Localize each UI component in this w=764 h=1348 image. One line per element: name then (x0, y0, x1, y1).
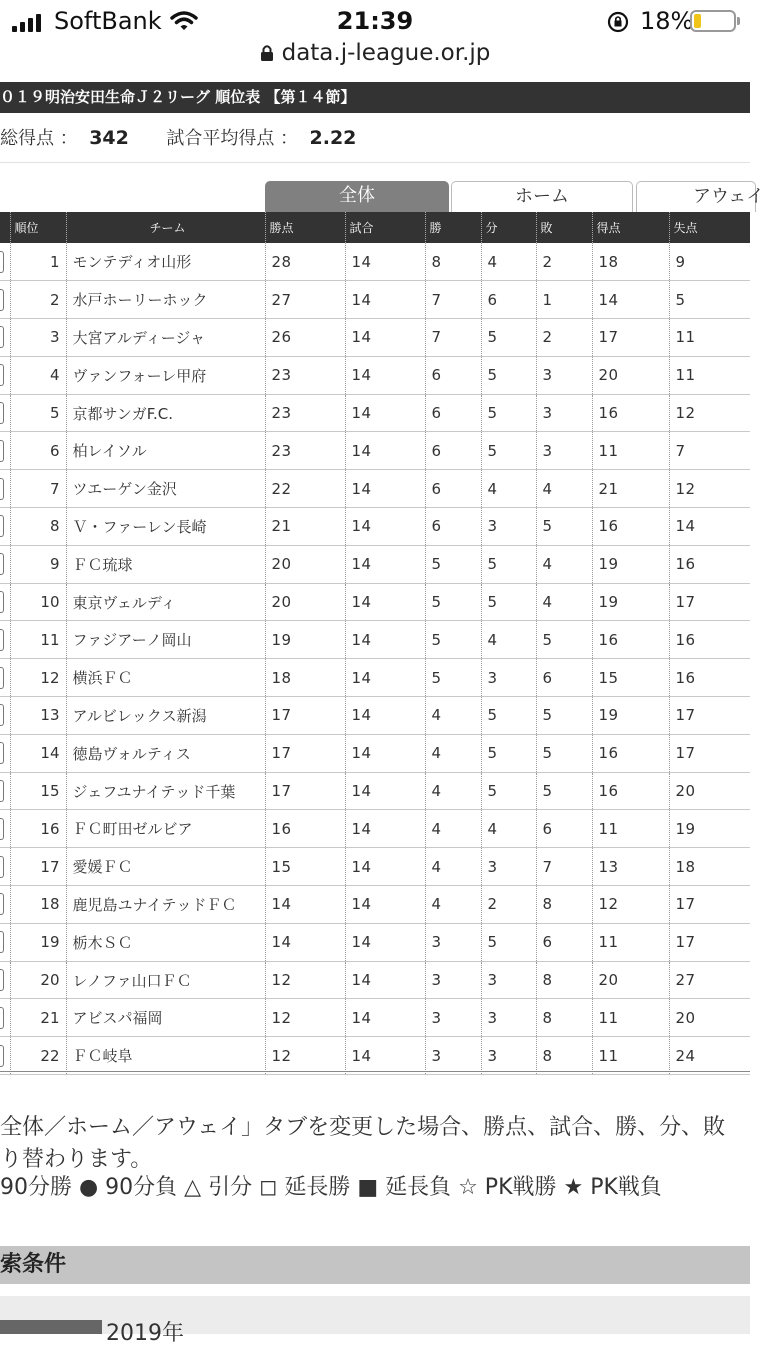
search-condition-value: 2019年 (106, 1321, 184, 1346)
cell-losses: 2 (536, 319, 592, 357)
cell-rank: 20 (10, 961, 66, 999)
cell-rank: 15 (10, 772, 66, 810)
cell-played: 14 (345, 734, 425, 772)
url-bar[interactable] (0, 40, 750, 74)
table-row[interactable] (0, 734, 750, 772)
table-row[interactable] (0, 394, 750, 432)
carrier-name: SoftBank (54, 7, 162, 35)
standings-table (0, 212, 750, 1075)
cell-losses: 2 (536, 243, 592, 281)
cell-wins: 4 (425, 810, 481, 848)
cell-wins: 3 (425, 1037, 481, 1075)
cell-goals-for: 16 (592, 734, 669, 772)
cell-played: 14 (345, 999, 425, 1037)
cell-rank: 19 (10, 923, 66, 961)
cell-points: 27 (265, 281, 345, 319)
cell-wins: 4 (425, 886, 481, 924)
total-goals-label: 総得点 ： (0, 128, 78, 149)
cell-losses: 8 (536, 999, 592, 1037)
cell-rank: 16 (10, 810, 66, 848)
row-marker (0, 326, 4, 348)
header-rank: 順位 (10, 212, 66, 243)
cell-rank: 14 (10, 734, 66, 772)
cell-points: 23 (265, 394, 345, 432)
cell-team[interactable]: 栃木ＳＣ (66, 923, 265, 961)
cell-goals-for: 12 (592, 886, 669, 924)
cell-wins: 7 (425, 319, 481, 357)
cell-wins: 5 (425, 545, 481, 583)
row-marker (0, 440, 4, 462)
table-row[interactable] (0, 697, 750, 735)
cell-goals-against: 9 (669, 243, 750, 281)
cell-wins: 4 (425, 734, 481, 772)
cell-team[interactable]: レノファ山口ＦＣ (66, 961, 265, 999)
cell-rank: 6 (10, 432, 66, 470)
cell-points: 18 (265, 659, 345, 697)
cell-goals-for: 19 (592, 545, 669, 583)
cell-rank: 12 (10, 659, 66, 697)
header-losses: 敗 (536, 212, 592, 243)
cell-goals-for: 16 (592, 772, 669, 810)
table-row[interactable] (0, 621, 750, 659)
cell-draws: 3 (481, 848, 536, 886)
cell-team[interactable]: ジェフユナイテッド千葉 (66, 772, 265, 810)
cell-goals-against: 5 (669, 281, 750, 319)
cell-goals-against: 12 (669, 470, 750, 508)
cell-wins: 3 (425, 923, 481, 961)
row-marker (0, 704, 4, 726)
cell-points: 23 (265, 432, 345, 470)
cell-team[interactable]: ＦＣ町田ゼルビア (66, 810, 265, 848)
cell-draws: 5 (481, 319, 536, 357)
tab-note-line1: 全体／ホーム／アウェイ」タブを変更した場合、勝点、試合、勝、分、敗 (0, 1115, 726, 1140)
cell-wins: 3 (425, 961, 481, 999)
cell-goals-for: 11 (592, 923, 669, 961)
cell-goals-against: 19 (669, 810, 750, 848)
cell-played: 14 (345, 961, 425, 999)
table-bottom-border (0, 1071, 750, 1072)
header-played: 試合 (345, 212, 425, 243)
cell-goals-for: 11 (592, 999, 669, 1037)
row-marker (0, 818, 4, 840)
cell-rank: 9 (10, 545, 66, 583)
cell-played: 14 (345, 848, 425, 886)
cell-goals-for: 21 (592, 470, 669, 508)
cell-team[interactable]: ＦＣ琉球 (66, 545, 265, 583)
cell-played: 14 (345, 432, 425, 470)
search-condition-label (0, 1320, 102, 1334)
cell-draws: 5 (481, 545, 536, 583)
cell-points: 14 (265, 886, 345, 924)
cell-losses: 5 (536, 621, 592, 659)
cell-draws: 5 (481, 432, 536, 470)
row-marker (0, 402, 4, 424)
cell-goals-for: 16 (592, 508, 669, 546)
row-marker (0, 893, 4, 915)
table-row[interactable] (0, 470, 750, 508)
cell-played: 14 (345, 886, 425, 924)
cell-losses: 6 (536, 810, 592, 848)
cell-draws: 4 (481, 621, 536, 659)
cell-goals-against: 17 (669, 886, 750, 924)
page-title: ０１９明治安田生命Ｊ２リーグ 順位表 【第１４節】 (0, 82, 750, 113)
cell-losses: 6 (536, 659, 592, 697)
cell-wins: 4 (425, 772, 481, 810)
cell-losses: 4 (536, 545, 592, 583)
cell-wins: 6 (425, 356, 481, 394)
cell-rank: 5 (10, 394, 66, 432)
cell-draws: 5 (481, 772, 536, 810)
cell-team[interactable]: 水戸ホーリーホック (66, 281, 265, 319)
cell-rank: 17 (10, 848, 66, 886)
cell-rank: 18 (10, 886, 66, 924)
table-row[interactable] (0, 1037, 750, 1075)
cell-played: 14 (345, 583, 425, 621)
cell-wins: 4 (425, 848, 481, 886)
cell-goals-against: 17 (669, 583, 750, 621)
header-draws: 分 (481, 212, 536, 243)
cell-team[interactable]: 京都サンガF.C. (66, 394, 265, 432)
cell-goals-against: 20 (669, 999, 750, 1037)
cell-team[interactable]: 東京ヴェルディ (66, 583, 265, 621)
cell-goals-for: 16 (592, 621, 669, 659)
cell-goals-for: 17 (592, 319, 669, 357)
cell-wins: 3 (425, 999, 481, 1037)
header-wins: 勝 (425, 212, 481, 243)
cell-draws: 3 (481, 999, 536, 1037)
cell-points: 15 (265, 848, 345, 886)
cell-goals-for: 19 (592, 697, 669, 735)
table-row[interactable] (0, 243, 750, 281)
cell-team[interactable]: 徳島ヴォルティス (66, 734, 265, 772)
cell-rank: 3 (10, 319, 66, 357)
row-marker (0, 478, 4, 500)
cell-draws: 5 (481, 697, 536, 735)
row-marker (0, 742, 4, 764)
status-bar (0, 0, 750, 44)
cell-team[interactable]: ＦＣ岐阜 (66, 1037, 265, 1075)
table-row[interactable] (0, 432, 750, 470)
cell-goals-against: 17 (669, 923, 750, 961)
cell-wins: 6 (425, 394, 481, 432)
cell-rank: 4 (10, 356, 66, 394)
cell-played: 14 (345, 545, 425, 583)
cell-losses: 7 (536, 848, 592, 886)
cell-wins: 6 (425, 470, 481, 508)
cell-rank: 2 (10, 281, 66, 319)
table-row[interactable] (0, 319, 750, 357)
cell-draws: 5 (481, 583, 536, 621)
cell-goals-against: 17 (669, 697, 750, 735)
cell-draws: 5 (481, 923, 536, 961)
cell-losses: 6 (536, 923, 592, 961)
cell-rank: 13 (10, 697, 66, 735)
header-points: 勝点 (265, 212, 345, 243)
cell-points: 19 (265, 621, 345, 659)
cell-goals-against: 7 (669, 432, 750, 470)
table-row[interactable] (0, 545, 750, 583)
cell-wins: 4 (425, 697, 481, 735)
cell-draws: 3 (481, 659, 536, 697)
cell-points: 14 (265, 923, 345, 961)
cell-wins: 7 (425, 281, 481, 319)
table-row[interactable] (0, 356, 750, 394)
table-row[interactable] (0, 810, 750, 848)
total-goals-value: 342 (89, 127, 129, 149)
row-marker (0, 1045, 4, 1067)
cell-draws: 3 (481, 961, 536, 999)
divider (0, 162, 750, 163)
cell-losses: 4 (536, 583, 592, 621)
cell-team[interactable]: 大宮アルディージャ (66, 319, 265, 357)
cell-played: 14 (345, 697, 425, 735)
cell-played: 14 (345, 659, 425, 697)
cell-team[interactable]: モンテディオ山形 (66, 243, 265, 281)
cell-goals-for: 14 (592, 281, 669, 319)
table-row[interactable] (0, 848, 750, 886)
table-row[interactable] (0, 508, 750, 546)
cell-goals-against: 14 (669, 508, 750, 546)
cell-rank: 11 (10, 621, 66, 659)
row-marker (0, 667, 4, 689)
header-goals-against: 失点 (669, 212, 750, 243)
cell-goals-for: 15 (592, 659, 669, 697)
cell-played: 14 (345, 243, 425, 281)
cell-losses: 3 (536, 356, 592, 394)
tab-home[interactable]: ホーム (451, 181, 633, 212)
cell-rank: 22 (10, 1037, 66, 1075)
cell-losses: 5 (536, 772, 592, 810)
cell-draws: 2 (481, 886, 536, 924)
cell-rank: 21 (10, 999, 66, 1037)
cell-rank: 1 (10, 243, 66, 281)
cell-wins: 5 (425, 659, 481, 697)
cell-draws: 5 (481, 734, 536, 772)
url-text: data.j-league.or.jp (281, 40, 491, 66)
row-marker (0, 969, 4, 991)
cell-goals-for: 11 (592, 810, 669, 848)
cell-goals-against: 24 (669, 1037, 750, 1075)
cell-draws: 6 (481, 281, 536, 319)
cell-points: 20 (265, 545, 345, 583)
search-conditions-header: 索条件 (0, 1246, 750, 1284)
cell-goals-against: 18 (669, 848, 750, 886)
row-marker (0, 289, 4, 311)
cell-points: 17 (265, 772, 345, 810)
cell-goals-for: 11 (592, 1037, 669, 1075)
cell-team[interactable]: アビスパ福岡 (66, 999, 265, 1037)
cell-points: 12 (265, 961, 345, 999)
cell-goals-against: 16 (669, 621, 750, 659)
tab-away[interactable]: アウェイ (636, 181, 756, 212)
cell-team[interactable]: Ｖ・ファーレン長崎 (66, 508, 265, 546)
cell-team[interactable]: ヴァンフォーレ甲府 (66, 356, 265, 394)
tab-overall[interactable]: 全体 (265, 181, 449, 212)
cell-goals-against: 11 (669, 356, 750, 394)
row-marker (0, 364, 4, 386)
cell-wins: 5 (425, 621, 481, 659)
cell-goals-against: 17 (669, 734, 750, 772)
result-legend: 90分勝 ● 90分負 △ 引分 ◻ 延長勝 ■ 延長負 ☆ PK戦勝 ★ PK戦負 (0, 1175, 662, 1200)
row-marker (0, 780, 4, 802)
cell-played: 14 (345, 772, 425, 810)
cell-draws: 4 (481, 243, 536, 281)
cell-played: 14 (345, 281, 425, 319)
cell-goals-for: 20 (592, 356, 669, 394)
table-row[interactable] (0, 659, 750, 697)
cell-losses: 5 (536, 697, 592, 735)
cell-draws: 3 (481, 1037, 536, 1075)
cell-draws: 4 (481, 470, 536, 508)
cell-losses: 8 (536, 961, 592, 999)
goal-stats (0, 124, 356, 154)
cell-goals-against: 16 (669, 545, 750, 583)
row-marker (0, 251, 4, 273)
cell-draws: 4 (481, 810, 536, 848)
cell-played: 14 (345, 1037, 425, 1075)
cell-team[interactable]: アルビレックス新潟 (66, 697, 265, 735)
row-marker (0, 515, 4, 537)
cell-losses: 3 (536, 432, 592, 470)
cell-goals-for: 11 (592, 432, 669, 470)
cell-draws: 5 (481, 356, 536, 394)
rotation-lock-icon (606, 10, 630, 38)
padlock-icon (260, 42, 274, 68)
cell-losses: 1 (536, 281, 592, 319)
cell-goals-for: 20 (592, 961, 669, 999)
row-marker (0, 591, 4, 613)
cell-goals-against: 11 (669, 319, 750, 357)
cell-wins: 8 (425, 243, 481, 281)
cell-losses: 3 (536, 394, 592, 432)
cell-points: 20 (265, 583, 345, 621)
cell-goals-against: 20 (669, 772, 750, 810)
cell-losses: 5 (536, 734, 592, 772)
avg-goals-label: 試合平均得点 ： (166, 128, 299, 149)
cell-draws: 3 (481, 508, 536, 546)
cell-team[interactable]: ファジアーノ岡山 (66, 621, 265, 659)
row-marker (0, 1007, 4, 1029)
cell-played: 14 (345, 621, 425, 659)
cell-played: 14 (345, 923, 425, 961)
cell-points: 26 (265, 319, 345, 357)
table-row[interactable] (0, 583, 750, 621)
cell-team[interactable]: 横浜ＦＣ (66, 659, 265, 697)
row-marker (0, 856, 4, 878)
cell-losses: 8 (536, 1037, 592, 1075)
cell-rank: 7 (10, 470, 66, 508)
cell-rank: 10 (10, 583, 66, 621)
cell-team[interactable]: 鹿児島ユナイテッドＦＣ (66, 886, 265, 924)
cell-played: 14 (345, 470, 425, 508)
battery-icon (690, 10, 736, 32)
cell-points: 22 (265, 470, 345, 508)
cell-losses: 5 (536, 508, 592, 546)
table-row[interactable] (0, 961, 750, 999)
avg-goals-value: 2.22 (309, 127, 357, 149)
cell-losses: 4 (536, 470, 592, 508)
cell-goals-against: 27 (669, 961, 750, 999)
header-team: チーム (66, 212, 265, 243)
cell-played: 14 (345, 394, 425, 432)
cell-points: 12 (265, 999, 345, 1037)
cell-points: 17 (265, 734, 345, 772)
cell-goals-for: 18 (592, 243, 669, 281)
cell-played: 14 (345, 508, 425, 546)
row-marker (0, 931, 4, 953)
cell-draws: 5 (481, 394, 536, 432)
cell-points: 21 (265, 508, 345, 546)
cell-played: 14 (345, 356, 425, 394)
cell-played: 14 (345, 319, 425, 357)
cell-wins: 5 (425, 583, 481, 621)
cell-points: 16 (265, 810, 345, 848)
table-row[interactable] (0, 281, 750, 319)
cell-points: 17 (265, 697, 345, 735)
cell-points: 23 (265, 356, 345, 394)
row-marker (0, 629, 4, 651)
cell-wins: 6 (425, 508, 481, 546)
table-row[interactable] (0, 886, 750, 924)
cell-losses: 8 (536, 886, 592, 924)
battery-percentage: 18% (640, 7, 694, 35)
table-row[interactable] (0, 772, 750, 810)
table-row[interactable] (0, 923, 750, 961)
tab-note-line2: り替わります。 (0, 1147, 153, 1172)
cell-points: 28 (265, 243, 345, 281)
header-goals-for: 得点 (592, 212, 669, 243)
cell-rank: 8 (10, 508, 66, 546)
cell-team[interactable]: 愛媛ＦＣ (66, 848, 265, 886)
cell-team[interactable]: ツエーゲン金沢 (66, 470, 265, 508)
cell-points: 12 (265, 1037, 345, 1075)
cell-goals-for: 16 (592, 394, 669, 432)
cell-goals-against: 12 (669, 394, 750, 432)
row-marker (0, 553, 4, 575)
cell-goals-for: 19 (592, 583, 669, 621)
table-header-row (0, 212, 750, 243)
cell-played: 14 (345, 810, 425, 848)
cell-goals-against: 16 (669, 659, 750, 697)
cell-team[interactable]: 柏レイソル (66, 432, 265, 470)
cell-wins: 6 (425, 432, 481, 470)
table-row[interactable] (0, 999, 750, 1037)
clock: 21:39 (336, 7, 414, 35)
cell-goals-for: 13 (592, 848, 669, 886)
